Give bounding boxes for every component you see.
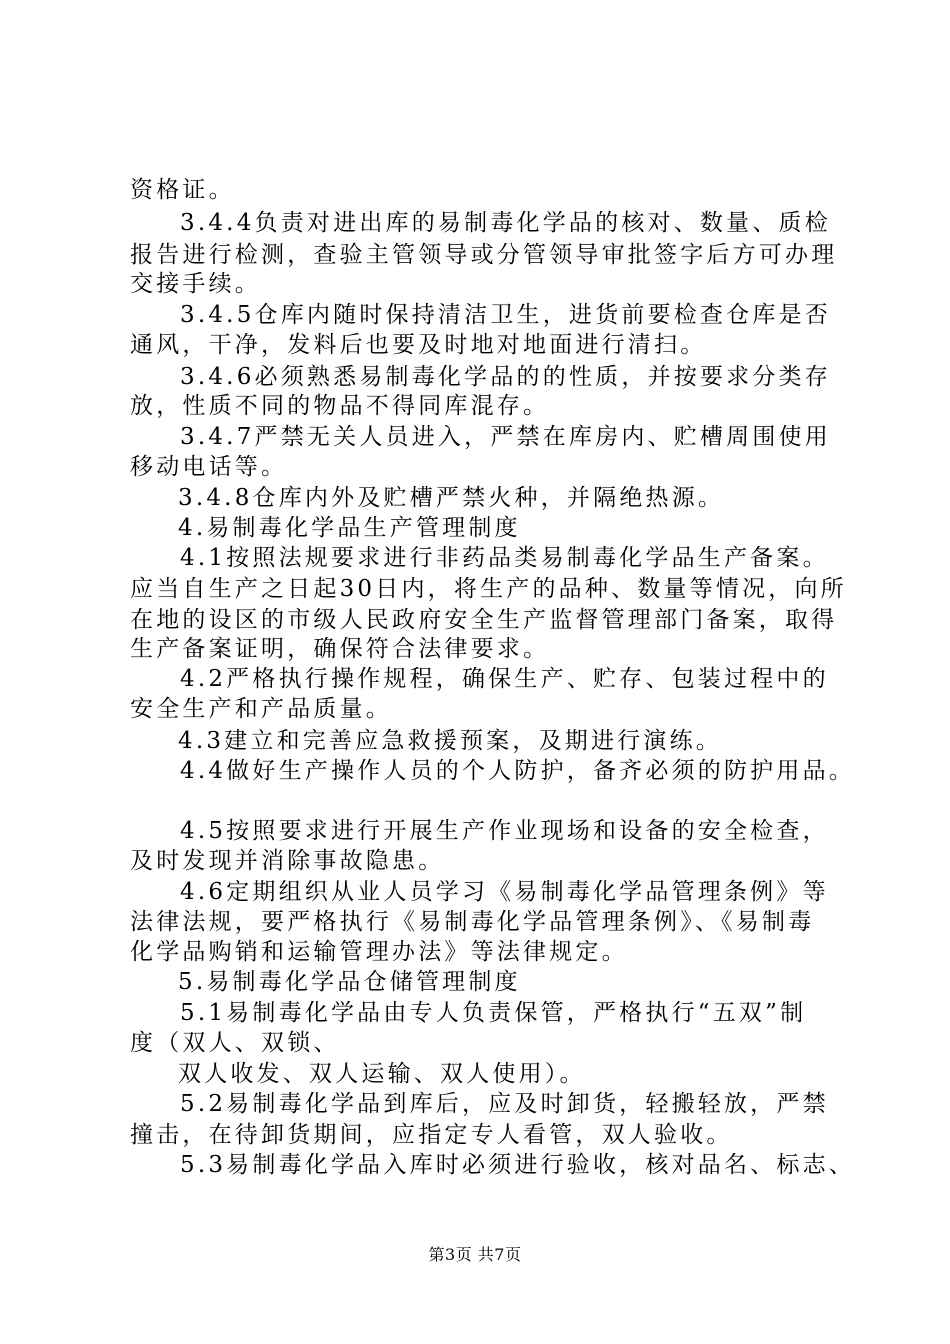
body-text-line: 资格证。 xyxy=(130,177,235,203)
body-text-line: 4.5按照要求进行开展生产作业现场和设备的安全检查， xyxy=(180,818,829,844)
body-text-line: 3.4.5仓库内随时保持清洁卫生，进货前要检查仓库是否 xyxy=(180,302,831,328)
body-text-line: 移动电话等。 xyxy=(130,454,288,480)
body-text-line: 4.4做好生产操作人员的个人防护，备齐必须的防护用品。 xyxy=(180,758,855,784)
body-text-line: 度（双人、双锁、 xyxy=(130,1030,340,1056)
body-text-line: 化学品购销和运输管理办法》等法律规定。 xyxy=(130,939,628,965)
body-text-line: 3.4.8仓库内外及贮槽严禁火种，并隔绝热源。 xyxy=(178,485,725,511)
body-text-line: 交接手续。 xyxy=(130,271,261,297)
body-text-line: 4.1按照法规要求进行非药品类易制毒化学品生产备案。 xyxy=(180,545,829,571)
body-text-line: 4.2严格执行操作规程，确保生产、贮存、包装过程中的 xyxy=(180,666,829,692)
body-text-line: 生产备案证明，确保符合法律要求。 xyxy=(130,636,550,662)
body-text-line: 5.2易制毒化学品到库后，应及时卸货，轻搬轻放，严禁 xyxy=(180,1091,829,1117)
body-text-line: 安全生产和产品质量。 xyxy=(130,696,392,722)
body-text-line: 5.3易制毒化学品入库时必须进行验收，核对品名、标志、 xyxy=(180,1152,855,1178)
body-text-line: 3.4.7严禁无关人员进入，严禁在库房内、贮槽周围使用 xyxy=(180,424,831,450)
body-text-line: 放，性质不同的物品不得同库混存。 xyxy=(130,393,550,419)
body-text-line: 撞击，在待卸货期间，应指定专人看管，双人验收。 xyxy=(130,1122,733,1148)
body-text-line: 及时发现并消除事故隐患。 xyxy=(130,848,445,874)
body-text-line: 法律法规，要严格执行《易制毒化学品管理条例》、《易制毒 xyxy=(130,909,815,935)
body-text-line: 3.4.4负责对进出库的易制毒化学品的核对、数量、质检 xyxy=(180,210,831,236)
body-text-line: 通风，干净，发料后也要及时地对地面进行清扫。 xyxy=(130,332,707,358)
page-number-footer: 第3页 共7页 xyxy=(428,1245,522,1264)
body-text-line: 4.6定期组织从业人员学习《易制毒化学品管理条例》等 xyxy=(180,879,829,905)
body-text-line: 报告进行检测，查验主管领导或分管领导审批签字后方可办理 xyxy=(130,242,838,268)
body-text-line: 应当自生产之日起30日内，将生产的品种、数量等情况，向所 xyxy=(130,576,847,602)
body-text-line: 5.1易制毒化学品由专人负责保管，严格执行“五双”制 xyxy=(180,1000,807,1026)
body-text-line: 4.3建立和完善应急救援预案，及期进行演练。 xyxy=(178,728,722,754)
body-text-line: 在地的设区的市级人民政府安全生产监督管理部门备案，取得 xyxy=(130,607,838,633)
section-heading: 5.易制毒化学品仓储管理制度 xyxy=(178,969,521,995)
body-text-line: 3.4.6必须熟悉易制毒化学品的的性质，并按要求分类存 xyxy=(180,364,831,390)
section-heading: 4.易制毒化学品生产管理制度 xyxy=(178,515,521,541)
body-text-line: 双人收发、双人运输、双人使用）。 xyxy=(178,1061,586,1087)
